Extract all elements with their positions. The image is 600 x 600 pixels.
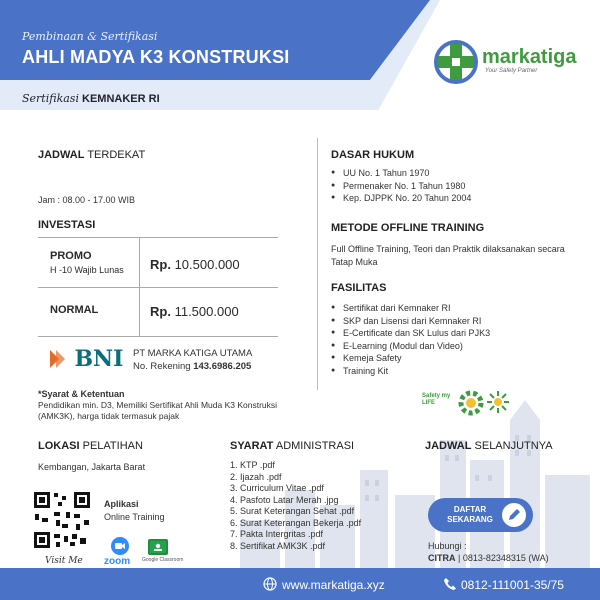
location-heading: LOKASI PELATIHAN <box>38 440 143 452</box>
method-heading: METODE OFFLINE TRAINING <box>331 222 485 234</box>
contact-number: | 0813-82348315 (WA) <box>458 553 549 563</box>
visit-me-label: Visit Me <box>45 556 83 566</box>
footer-phone[interactable]: 0812-111001-35/75 <box>461 578 564 592</box>
list-item: ● SKP dan Lisensi dari Kemnaker RI <box>331 315 490 328</box>
next-schedule-heading: JADWAL SELANJUTNYA <box>425 440 553 452</box>
list-item: ● E-Learning (Modul dan Video) <box>331 340 490 353</box>
method-text: Full Offline Training, Teori dan Praktik dilaksanakan secara Tatap Muka <box>331 244 565 267</box>
legal-list <box>331 167 471 205</box>
list-item: ● Permenaker No. 1 Tahun 1980 <box>331 180 471 193</box>
schedule-heading-rest: TERDEKAT <box>87 149 146 161</box>
schedule-heading-bold: JADWAL <box>38 149 85 161</box>
logo-name: markatiga <box>482 46 577 68</box>
pencil-icon <box>501 502 527 528</box>
page-title: AHLI MADYA K3 KONSTRUKSI <box>22 47 290 67</box>
cert-name: KEMNAKER RI <box>82 93 160 105</box>
website-link[interactable]: www.markatiga.xyz <box>282 578 385 592</box>
contact-name: CITRA <box>428 553 456 563</box>
certification-line <box>22 92 160 105</box>
price-value: Rp. 11.500.000 <box>150 304 239 319</box>
classroom-label: Google Classroom <box>142 557 184 563</box>
header-subtitle: Pembinaan & Sertifikasi <box>22 30 158 43</box>
requirements-list <box>230 460 361 552</box>
facilities-list <box>331 302 490 377</box>
list-item: 4. Pasfoto Latar Merah .jpg <box>230 494 339 505</box>
list-item: 3. Curriculum Vitae .pdf <box>230 483 324 493</box>
requirements-heading: SYARAT ADMINISTRASI <box>230 440 355 452</box>
price-table <box>38 237 278 337</box>
list-item: 1. KTP .pdf <box>230 460 275 470</box>
investment-heading: INVESTASI <box>38 219 96 231</box>
location-place: Kembangan, Jakarta Barat <box>38 462 146 472</box>
apps-subtitle: Online Training <box>104 512 165 522</box>
list-item: 7. Pakta Intergritas .pdf <box>230 529 324 539</box>
list-item: 5. Surat Keterangan Sehat .pdf <box>230 506 355 516</box>
markatiga-logo-icon <box>432 38 480 86</box>
list-item: ● UU No. 1 Tahun 1970 <box>331 167 471 180</box>
price-row-promo <box>38 238 278 288</box>
account-number-line: No. Rekening 143.6986.205 <box>133 361 252 372</box>
list-item: 6. Surat Keterangan Bekerja .pdf <box>230 517 362 528</box>
schedule-time: Jam : 08.00 - 17.00 WIB <box>38 195 136 205</box>
terms-text: Pendidikan min. D3, Memiliki Sertifikat Ahli Muda K3 Konstruksi (AMK3K), harga tidak termasuk pajak <box>38 400 278 421</box>
zoom-icon <box>110 537 130 555</box>
bni-mark-icon <box>48 348 70 370</box>
account-holder: PT MARKA KATIGA UTAMA <box>133 348 253 359</box>
list-item: 2. Ijazah .pdf <box>230 471 282 482</box>
list-item: ● Kemeja Safety <box>331 352 490 365</box>
sun-flower-icon <box>486 390 510 414</box>
list-item: ● Training Kit <box>331 365 490 378</box>
logo-tagline: Your Safety Partner <box>485 68 538 74</box>
contact-label: Hubungi : <box>428 541 467 551</box>
list-item: 8. Sertifikat AMK3K .pdf <box>230 540 326 551</box>
price-label: PROMO <box>50 250 92 262</box>
price-label: NORMAL <box>50 304 99 316</box>
google-classroom-icon <box>148 539 168 555</box>
register-button-line1: DAFTAR <box>453 505 487 514</box>
schedule-heading <box>38 149 145 161</box>
qr-code[interactable] <box>32 490 92 550</box>
terms-heading: *Syarat & Ketentuan <box>38 389 125 399</box>
phone-icon <box>443 577 457 591</box>
price-note: H -10 Wajib Lunas <box>50 265 124 275</box>
bank-name: BNI <box>74 346 124 372</box>
price-value: Rp. 10.500.000 <box>150 257 240 272</box>
contact-line <box>428 552 549 565</box>
safety-badge-text: Safety my LIFE <box>422 393 451 406</box>
list-item: ● Sertifikat dari Kemnaker RI <box>331 302 490 315</box>
list-item: ● Kep. DJPPK No. 20 Tahun 2004 <box>331 192 471 205</box>
register-button-line2: SEKARANG <box>447 515 493 524</box>
cert-prefix: Sertifikasi <box>22 92 79 105</box>
facilities-heading: FASILITAS <box>331 282 387 294</box>
column-divider <box>317 138 318 390</box>
register-now-button[interactable] <box>428 498 533 532</box>
gear-icon <box>458 390 484 416</box>
price-row-normal <box>38 287 278 336</box>
list-item: ● E-Certificate dan SK Lulus dari PJK3 <box>331 327 490 340</box>
legal-heading: DASAR HUKUM <box>331 149 415 161</box>
zoom-label: zoom <box>104 556 131 567</box>
bni-logo <box>48 346 123 372</box>
globe-icon <box>263 577 277 591</box>
safety-my-life-badge <box>422 393 456 415</box>
apps-heading: Aplikasi <box>104 499 139 509</box>
